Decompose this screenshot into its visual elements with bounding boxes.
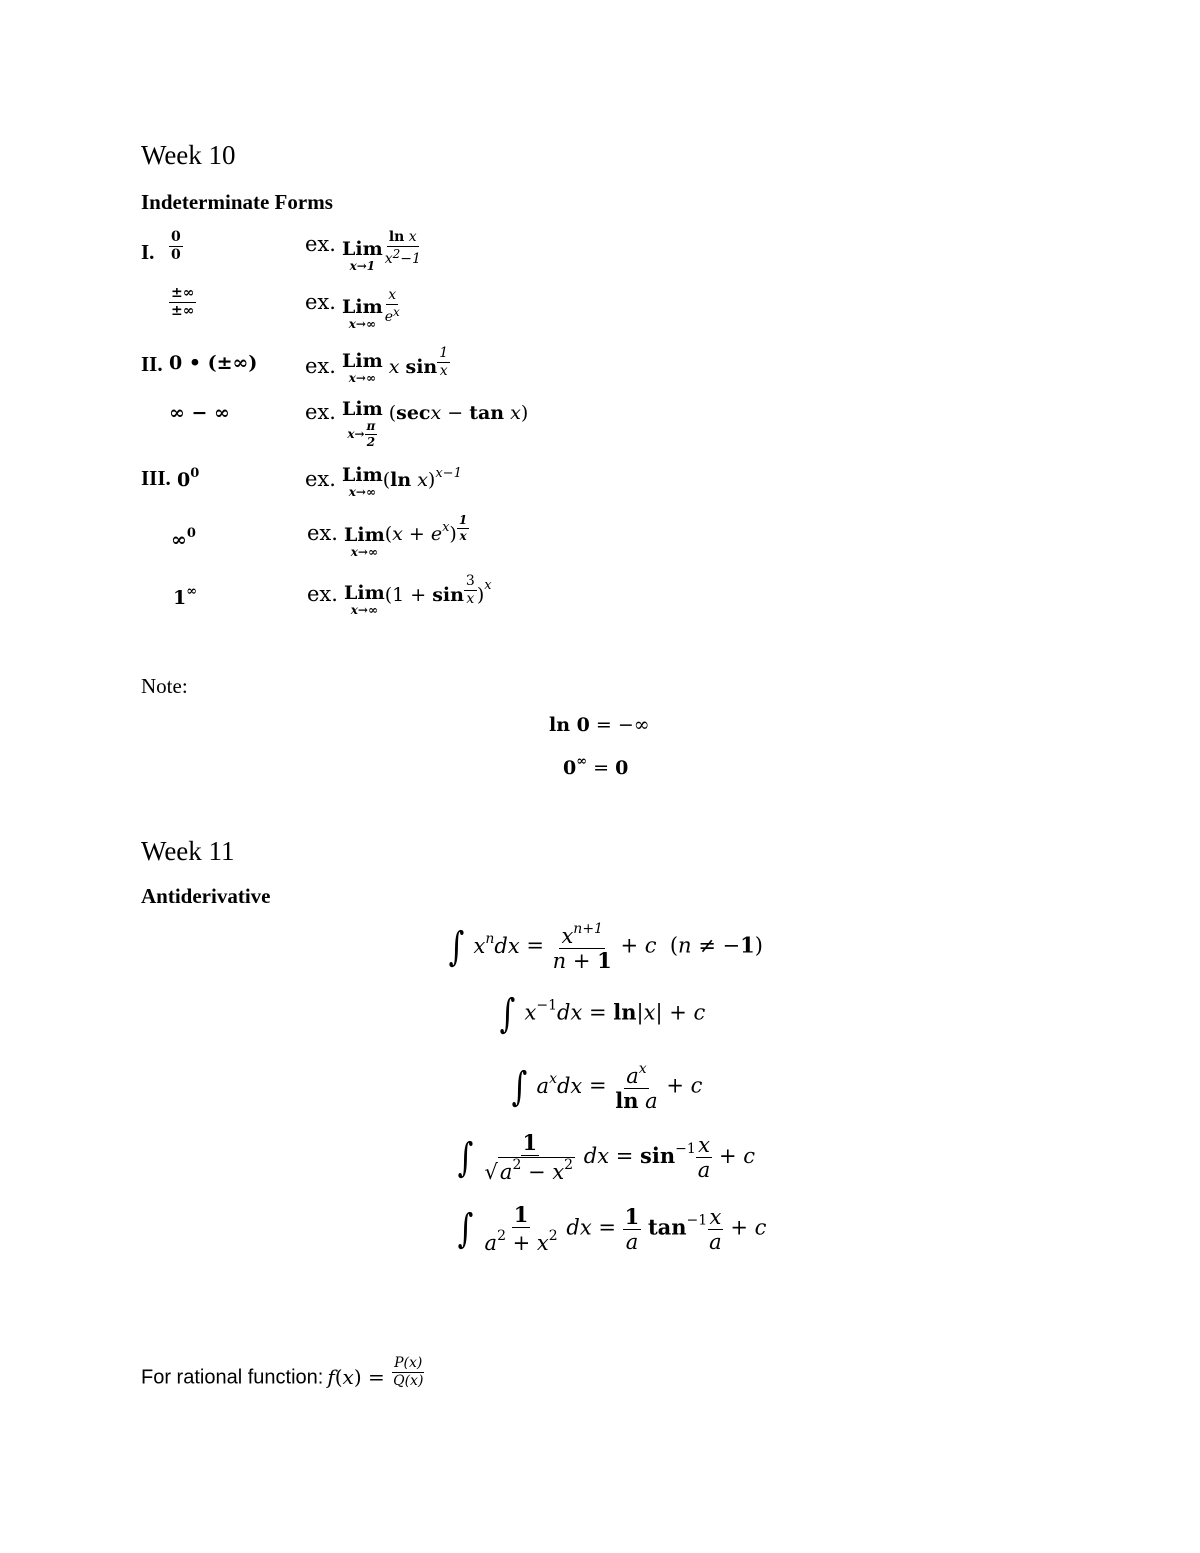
example-7: ex. Lim x→∞ (1 + sin $\frac{3}{x}$ )$^x$ [307, 573, 492, 617]
example-2: ex. Lim x→∞ $\frac{x}{ex}$ [305, 287, 400, 331]
form-label-III: III. [141, 466, 171, 490]
note-label: Note: [141, 674, 188, 698]
example-1: ex. Lim x→1 $\frac{\text{ln x}}{x2-1}$ [305, 229, 421, 273]
form-zero-over-zero: $\frac{0}{0}$ [171, 229, 181, 263]
form-zero-times-inf: 0 • (±∞) [169, 352, 258, 374]
note-zero-pow-inf: 0∞ = 0 [563, 754, 629, 779]
antiderivative-power-rule: ∫ $x^ndx$ = $\frac{x^{n+1}}{n + 1}$ + c (n ≠ −1) [448, 921, 763, 974]
antiderivative-heading: Antiderivative [141, 884, 271, 908]
form-inf-minus-inf: ∞ − ∞ [169, 402, 230, 424]
rational-function-line [141, 1356, 425, 1390]
rational-function-label: For rational function: [141, 1366, 324, 1389]
antiderivative-exponential: ∫ $a^xdx$ = $\frac{a^x}{\text{ln a}}$ + c [511, 1061, 703, 1114]
form-zero-pow-zero: $0^0$ [177, 466, 200, 491]
note-ln-zero: ln 0 = −∞ [549, 714, 650, 736]
form-label-I: I. [141, 240, 155, 264]
example-6: ex. Lim x→∞ $(x + e^x)$ $\frac{1}{x}$ [307, 513, 468, 559]
indeterminate-forms-heading: Indeterminate Forms [141, 190, 333, 214]
example-5: ex. Lim x→∞ (ln x)$^{x-1}$ [305, 464, 462, 499]
form-inf-over-inf: $\frac{\pm\infty}{\pm\infty}$ [171, 285, 195, 319]
antiderivative-reciprocal: ∫ $x^{-1}dx = \ln|x| + c$ [499, 991, 706, 1037]
form-inf-pow-zero: ∞$^0$ [171, 526, 196, 551]
week11-title: Week 11 [141, 836, 235, 866]
form-one-pow-inf: 1∞ [173, 584, 198, 609]
example-4: ex. Lim x→ $\frac{\pi}{2}$ (secx − tan x) [305, 398, 529, 449]
example-3: ex. Lim x→∞ x sin $\frac{1}{x}$ [305, 345, 449, 385]
rational-function-formula: f(x) = $\frac{P(x)}{Q(x)}$ [327, 1355, 424, 1389]
week10-title: Week 10 [141, 140, 236, 170]
antiderivative-arcsin: ∫ 1 √ $a^2 - x^2$ dx = $\sin^{-1}$ $\frac{x}{a}$ + c [457, 1130, 755, 1185]
antiderivative-arctan: ∫ $\frac{1}{a^2 + x^2}$ dx = $\frac{1}{a}$ $\tan^{-1}$ $\frac{x}{a}$ + c [457, 1202, 767, 1256]
form-label-II: II. [141, 352, 163, 376]
